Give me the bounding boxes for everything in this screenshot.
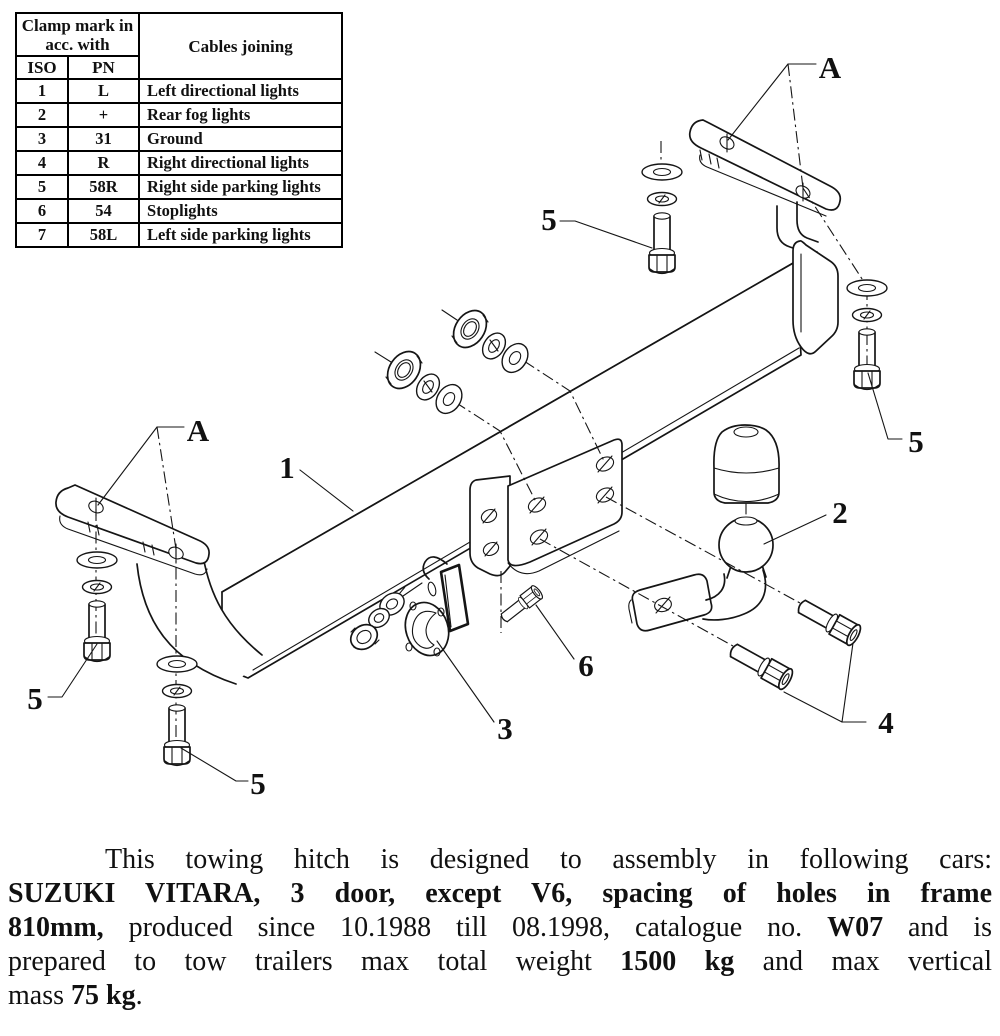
label-a-right: A — [818, 50, 842, 85]
description-line — [8, 911, 992, 945]
description-line — [8, 877, 992, 911]
text-segment: This towing hitch is designed to assembly in following cars: — [105, 844, 992, 875]
cell-iso: 7 — [16, 223, 68, 247]
pn-header: PN — [68, 56, 139, 79]
cell-cables: Left directional lights — [139, 79, 342, 103]
cell-iso: 2 — [16, 103, 68, 127]
ball-neck — [703, 565, 766, 620]
cell-cables: Ground — [139, 127, 342, 151]
cell-pn: 54 — [68, 199, 139, 223]
tow-ball — [719, 504, 773, 572]
label-part1: 1 — [279, 450, 295, 485]
text-segment: W07 — [827, 912, 884, 943]
frame-bolt-stack — [847, 280, 887, 390]
description-text — [8, 843, 992, 1013]
label-part2: 2 — [832, 495, 848, 530]
cell-iso: 5 — [16, 175, 68, 199]
cell-cables: Stoplights — [139, 199, 342, 223]
ball-cover-cap — [714, 425, 779, 503]
label-part5-top: 5 — [541, 202, 557, 237]
cell-pn: 58L — [68, 223, 139, 247]
cell-cables: Left side parking lights — [139, 223, 342, 247]
frame-bolt-stack — [157, 656, 197, 766]
description-line — [8, 945, 992, 979]
text-segment: 1500 kg — [620, 946, 735, 977]
text-segment: mass — [8, 980, 71, 1011]
label-part3: 3 — [497, 711, 513, 746]
right-mounting-plate — [690, 120, 841, 216]
text-segment: prepared to tow trailers max total weight — [8, 946, 621, 977]
cell-pn: L — [68, 79, 139, 103]
cell-cables: Right directional lights — [139, 151, 342, 175]
cell-cables: Right side parking lights — [139, 175, 342, 199]
text-segment: and max vertical — [734, 946, 992, 977]
label-part5-left: 5 — [27, 681, 43, 716]
ball-mount-plate — [629, 574, 712, 631]
cell-cables: Rear fog lights — [139, 103, 342, 127]
nut-washer-group — [447, 304, 533, 377]
frame-bolt-stack — [77, 552, 117, 662]
nut-washer-group — [381, 345, 467, 418]
cell-iso: 1 — [16, 79, 68, 103]
label-part5-right: 5 — [908, 424, 924, 459]
text-segment: SUZUKI VITARA, 3 door, except V6, spacing of holes in frame — [8, 878, 992, 909]
description-line — [8, 979, 992, 1013]
cables-joining-header: Cables joining — [139, 13, 342, 79]
clamp-mark-header: Clamp mark in acc. with — [16, 13, 139, 56]
text-segment: . — [135, 980, 143, 1011]
cell-pn: 58R — [68, 175, 139, 199]
cell-iso: 3 — [16, 127, 68, 151]
text-segment: and is — [883, 912, 992, 943]
cell-iso: 6 — [16, 199, 68, 223]
label-part6: 6 — [578, 648, 594, 683]
cell-pn: R — [68, 151, 139, 175]
cell-iso: 4 — [16, 151, 68, 175]
ball-bolt — [726, 639, 795, 691]
text-segment: produced since 10.1988 till 08.1998, catalogue no. — [103, 912, 828, 943]
text-segment: 75 kg — [71, 980, 136, 1011]
label-part5-bottom: 5 — [250, 766, 266, 801]
ball-bolt — [794, 595, 863, 647]
iso-header: ISO — [16, 56, 68, 79]
frame-bolt-stack — [642, 164, 682, 274]
description-line — [8, 843, 992, 877]
cell-pn: + — [68, 103, 139, 127]
text-segment: 810mm, — [8, 912, 104, 943]
label-part4: 4 — [878, 705, 894, 740]
small-bolt — [498, 584, 544, 625]
label-a-left: A — [186, 413, 210, 448]
cell-pn: 31 — [68, 127, 139, 151]
